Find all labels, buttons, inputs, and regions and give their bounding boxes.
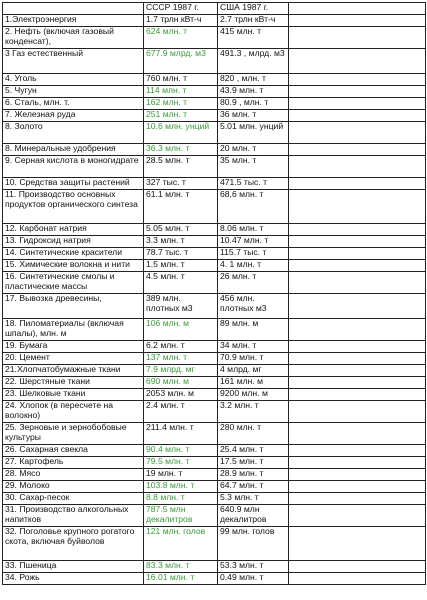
ussr-value: 79.5 млн. т — [144, 457, 218, 469]
row-label: 8. Золото — [3, 122, 144, 144]
table-row — [3, 469, 426, 481]
table-row — [3, 457, 426, 469]
empty-cell — [289, 110, 426, 122]
ussr-value: 137 млн. т — [144, 353, 218, 365]
usa-value: 20 млн. т — [218, 144, 289, 156]
row-label: 30. Сахар-песок — [3, 493, 144, 505]
usa-value: 28.9 млн. т — [218, 469, 289, 481]
empty-cell — [289, 573, 426, 585]
empty-cell — [289, 49, 426, 74]
table-row — [3, 98, 426, 110]
ussr-value: 19 млн. т — [144, 469, 218, 481]
usa-value: 25.4 млн. т — [218, 445, 289, 457]
empty-cell — [289, 469, 426, 481]
row-label: 5. Чугун — [3, 86, 144, 98]
empty-cell — [289, 527, 426, 561]
row-label: 8. Минеральные удобрения — [3, 144, 144, 156]
empty-cell — [289, 401, 426, 423]
row-label: 31. Производство алкогольных напитков — [3, 505, 144, 527]
usa-value: 35 млн. т — [218, 156, 289, 178]
empty-cell — [289, 353, 426, 365]
usa-value: 64.7 млн. т — [218, 481, 289, 493]
row-label: 10. Средства защиты растений — [3, 178, 144, 190]
ussr-value: 36.3 млн. т — [144, 144, 218, 156]
table-row — [3, 272, 426, 294]
ussr-value: 10.6 млн. унций — [144, 122, 218, 144]
table-row — [3, 27, 426, 49]
row-label: 14. Синтетические красители — [3, 248, 144, 260]
row-label: 28. Мясо — [3, 469, 144, 481]
row-label: 15. Химические волокна и нити — [3, 260, 144, 272]
empty-cell — [289, 389, 426, 401]
empty-cell — [289, 27, 426, 49]
ussr-value: 677.9 млрд. м3 — [144, 49, 218, 74]
ussr-value: 162 млн. т — [144, 98, 218, 110]
row-label: 12. Карбонат натрия — [3, 224, 144, 236]
table-row — [3, 294, 426, 319]
empty-cell — [289, 98, 426, 110]
empty-cell — [289, 86, 426, 98]
row-label: 33. Пшеница — [3, 561, 144, 573]
empty-cell — [289, 319, 426, 341]
row-label: 21.Хлопчатобумажные ткани — [3, 365, 144, 377]
usa-value: 43.9 млн. т — [218, 86, 289, 98]
table-row — [3, 122, 426, 144]
ussr-value: 1.5 млн. т — [144, 260, 218, 272]
usa-value: 640.9 млн декалитров — [218, 505, 289, 527]
table-row — [3, 178, 426, 190]
ussr-value: 5.05 млн. т — [144, 224, 218, 236]
usa-value: 115.7 тыс. т — [218, 248, 289, 260]
empty-cell — [289, 505, 426, 527]
empty-cell — [289, 190, 426, 224]
usa-value: 280 млн. т — [218, 423, 289, 445]
ussr-value: 251 млн. т — [144, 110, 218, 122]
empty-cell — [289, 493, 426, 505]
usa-value: 99 млн. голов — [218, 527, 289, 561]
row-label: 16. Синтетические смолы и пластические массы — [3, 272, 144, 294]
usa-value: 70.9 млн. т — [218, 353, 289, 365]
usa-value: 26 млн. т — [218, 272, 289, 294]
table-row — [3, 236, 426, 248]
ussr-value: 90.4 млн. т — [144, 445, 218, 457]
table-row — [3, 260, 426, 272]
usa-value: 4. 1 млн. т — [218, 260, 289, 272]
table-row — [3, 505, 426, 527]
row-label: 6. Сталь, млн. т. — [3, 98, 144, 110]
row-label: 32. Поголовье крупного рогатого скота, включая буйволов — [3, 527, 144, 561]
empty-cell — [289, 377, 426, 389]
usa-value: 17.5 млн. т — [218, 457, 289, 469]
ussr-value: 7.9 млрд. мг — [144, 365, 218, 377]
table-row — [3, 224, 426, 236]
ussr-value: 4.5 млн. т — [144, 272, 218, 294]
ussr-value: 28.5 млн. т — [144, 156, 218, 178]
usa-value: 10.47 млн. т — [218, 236, 289, 248]
table-row — [3, 573, 426, 585]
empty-cell — [289, 15, 426, 27]
empty-cell — [289, 294, 426, 319]
table-row — [3, 353, 426, 365]
table-row — [3, 86, 426, 98]
table-row — [3, 365, 426, 377]
empty-cell — [289, 457, 426, 469]
table-row — [3, 389, 426, 401]
empty-cell — [289, 178, 426, 190]
comparison-table — [2, 2, 426, 585]
ussr-value: 1.7 трлн кВт-ч — [144, 15, 218, 27]
ussr-value: 121 млн. голов — [144, 527, 218, 561]
table-row — [3, 248, 426, 260]
ussr-value: 787.5 млн декалитров — [144, 505, 218, 527]
ussr-value: 103.8 млн. т — [144, 481, 218, 493]
row-label: 7. Железная руда — [3, 110, 144, 122]
table-row — [3, 156, 426, 178]
table-row — [3, 319, 426, 341]
ussr-value: 211.4 млн. т — [144, 423, 218, 445]
table-row — [3, 423, 426, 445]
ussr-value: 8.8 млн. т — [144, 493, 218, 505]
ussr-value: 6.2 млн. т — [144, 341, 218, 353]
row-label: 4. Уголь — [3, 74, 144, 86]
row-label: 25. Зерновые и зернобобовые культуры — [3, 423, 144, 445]
table-row — [3, 401, 426, 423]
table-row — [3, 493, 426, 505]
table-row — [3, 74, 426, 86]
row-label: 23. Шелковые ткани — [3, 389, 144, 401]
row-label: 3 Газ естественный — [3, 49, 144, 74]
empty-cell — [289, 236, 426, 248]
usa-value: 820 , млн. т — [218, 74, 289, 86]
usa-value: 80.9 , млн. т — [218, 98, 289, 110]
header-usa: США 1987 г. — [218, 3, 289, 15]
row-label: 19. Бумага — [3, 341, 144, 353]
row-label: 13. Гидроксид натрия — [3, 236, 144, 248]
empty-cell — [289, 144, 426, 156]
row-label: 2. Нефть (включая газовый конденсат), — [3, 27, 144, 49]
empty-cell — [289, 445, 426, 457]
header-empty-cell — [289, 3, 426, 15]
row-label: 20. Цемент — [3, 353, 144, 365]
empty-cell — [289, 365, 426, 377]
empty-cell — [289, 248, 426, 260]
empty-cell — [289, 260, 426, 272]
usa-value: 68,6 млн. т — [218, 190, 289, 224]
table-row — [3, 110, 426, 122]
empty-cell — [289, 481, 426, 493]
usa-value: 8.06 млн. т — [218, 224, 289, 236]
row-label: 27. Картофель — [3, 457, 144, 469]
usa-value: 89 млн. м — [218, 319, 289, 341]
usa-value: 471.5 тыс. т — [218, 178, 289, 190]
usa-value: 36 млн. т — [218, 110, 289, 122]
row-label: 18. Пиломатериалы (включая шпалы), млн. м — [3, 319, 144, 341]
header-label-cell — [3, 3, 144, 15]
table-row — [3, 341, 426, 353]
usa-value: 415 млн. т — [218, 27, 289, 49]
ussr-value: 114 млн. т — [144, 86, 218, 98]
ussr-value: 624 млн. т — [144, 27, 218, 49]
usa-value: 2.7 трлн кВт-ч — [218, 15, 289, 27]
table-row — [3, 445, 426, 457]
ussr-value: 327 тыс. т — [144, 178, 218, 190]
usa-value: 5.01 млн. унций — [218, 122, 289, 144]
ussr-value: 2053 млн. м — [144, 389, 218, 401]
row-label: 1.Электроэнергия — [3, 15, 144, 27]
ussr-value: 106 млн. м — [144, 319, 218, 341]
ussr-value: 78.7 тыс. т — [144, 248, 218, 260]
table-row — [3, 144, 426, 156]
empty-cell — [289, 423, 426, 445]
ussr-value: 2.4 млн. т — [144, 401, 218, 423]
row-label: 34. Рожь — [3, 573, 144, 585]
empty-cell — [289, 341, 426, 353]
ussr-value: 83.3 млн. т — [144, 561, 218, 573]
usa-value: 0.49 млн. т — [218, 573, 289, 585]
table-row — [3, 15, 426, 27]
table-row — [3, 527, 426, 561]
row-label: 9. Серная кислота в моногидрате — [3, 156, 144, 178]
usa-value: 5.3 млн. т — [218, 493, 289, 505]
empty-cell — [289, 561, 426, 573]
row-label: 29. Молоко — [3, 481, 144, 493]
table-row — [3, 190, 426, 224]
table-row — [3, 377, 426, 389]
ussr-value: 760 млн. т — [144, 74, 218, 86]
usa-value: 53.3 млн. т — [218, 561, 289, 573]
row-label: 11. Производство основных продуктов органического синтеза — [3, 190, 144, 224]
table-row — [3, 561, 426, 573]
row-label: 24. Хлопок (в пересчете на волокно) — [3, 401, 144, 423]
ussr-value: 389 млн. плотных м3 — [144, 294, 218, 319]
empty-cell — [289, 156, 426, 178]
empty-cell — [289, 122, 426, 144]
ussr-value: 3.3 млн. т — [144, 236, 218, 248]
usa-value: 9200 млн. м — [218, 389, 289, 401]
empty-cell — [289, 224, 426, 236]
row-label: 22. Шерстяные ткани — [3, 377, 144, 389]
row-label: 17. Вывозка древесины, — [3, 294, 144, 319]
table-row — [3, 49, 426, 74]
usa-value: 161 млн. м — [218, 377, 289, 389]
header-ussr: СССР 1987 г. — [144, 3, 218, 15]
row-label: 26. Сахарная свекла — [3, 445, 144, 457]
usa-value: 3.2 млн. т — [218, 401, 289, 423]
ussr-value: 690 млн. м — [144, 377, 218, 389]
ussr-value: 61.1 млн. т — [144, 190, 218, 224]
usa-value: 456 млн. плотных м3 — [218, 294, 289, 319]
table-row — [3, 481, 426, 493]
usa-value: 4 млрд. мг — [218, 365, 289, 377]
usa-value: 34 млн. т — [218, 341, 289, 353]
empty-cell — [289, 272, 426, 294]
header-row — [3, 3, 426, 15]
ussr-value: 16.01 млн. т — [144, 573, 218, 585]
usa-value: 491.3 , млрд. м3 — [218, 49, 289, 74]
empty-cell — [289, 74, 426, 86]
